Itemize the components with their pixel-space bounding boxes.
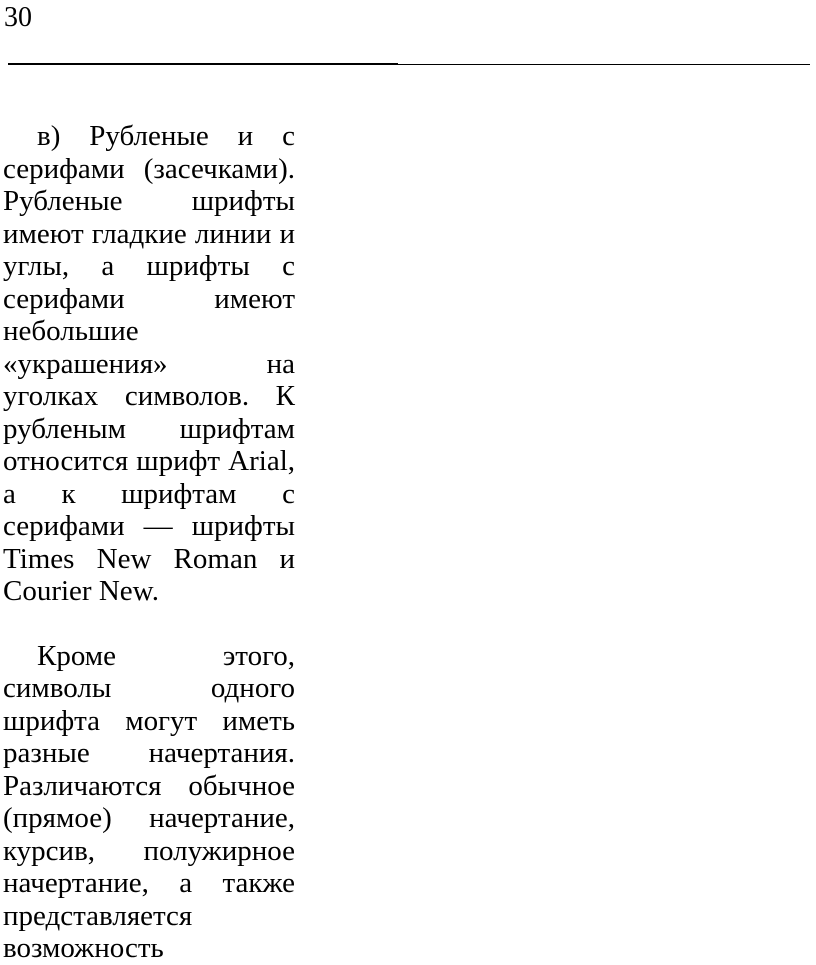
paragraph-font-styles: Кроме этого, символы одного шрифта могут иметь разные начертания. Различаются обычное (прямое) начертание, курсив, полужирное начертание, а также представляется возможность: [3, 639, 295, 964]
header-rule: [8, 64, 810, 65]
text-column: [3, 120, 295, 965]
paragraph-font-types: в) Рубленые и с серифами (засечками). Рубленые шрифты имеют гладкие линии и углы, а шрифты с серифами имеют небольшие «украшения» на уголках символов. К рубленым шрифтам относится шрифт Arial, а к шрифтам с серифами — шрифты Times New Roman и Courier New.: [3, 120, 295, 607]
page-number: 30: [4, 2, 32, 33]
